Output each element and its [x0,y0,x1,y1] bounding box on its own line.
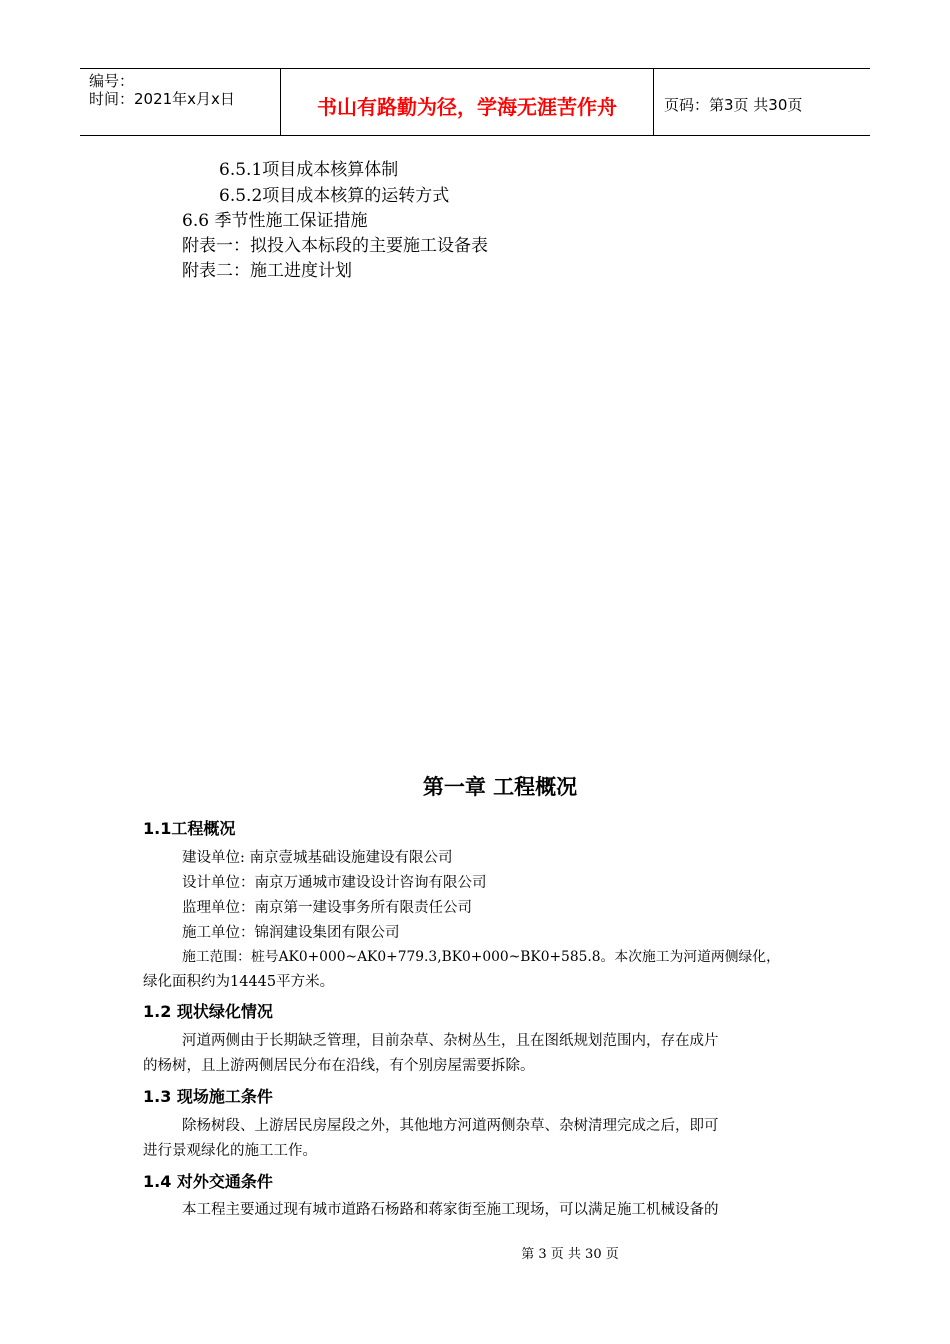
paragraph-line: 监理单位：南京第一建设事务所有限责任公司 [182,900,472,916]
section-heading: 1.2 现状绿化情况 [143,1002,273,1021]
paragraph-line: 设计单位：南京万通城市建设设计咨询有限公司 [182,875,487,891]
paragraph-line: 施工单位：锦润建设集团有限公司 [182,925,400,941]
document-number-label: 编号： [89,72,135,90]
paragraph-line: 的杨树，且上游两侧居民分布在沿线，有个别房屋需要拆除。 [143,1058,535,1074]
toc-item: 6.5.1项目成本核算体制 [219,160,399,180]
section-heading: 1.4 对外交通条件 [143,1172,273,1191]
header-page-info: 页码：第3页 共30页 [664,95,803,114]
header-left-cell [80,69,281,135]
section-heading: 1.1工程概况 [143,819,236,838]
toc-item: 6.6 季节性施工保证措施 [182,211,368,231]
toc-item: 附表一：拟投入本标段的主要施工设备表 [182,236,488,256]
section-heading: 1.3 现场施工条件 [143,1087,273,1106]
document-date: 时间：2021年x月x日 [89,90,235,108]
paragraph-line: 建设单位: 南京壹城基础设施建设有限公司 [182,850,453,866]
paragraph-line: 施工范围：桩号AK0+000~AK0+779.3,BK0+000~BK0+585.8。本次施工为河道两侧绿化， [182,949,780,965]
paragraph-line: 河道两侧由于长期缺乏管理，目前杂草、杂树丛生，且在图纸规划范围内，存在成片 [182,1033,719,1049]
paragraph-line: 除杨树段、上游居民房屋段之外，其他地方河道两侧杂草、杂树清理完成之后，即可 [182,1118,719,1134]
page-header [80,68,870,136]
paragraph-line: 绿化面积约为14445平方米。 [143,974,335,990]
page-footer: 第 3 页 共 30 页 [521,1247,619,1262]
toc-item: 附表二：施工进度计划 [182,261,352,281]
paragraph-line: 本工程主要通过现有城市道路石杨路和蒋家街至施工现场，可以满足施工机械设备的 [182,1202,719,1218]
chapter-title: 第一章 工程概况 [422,775,578,799]
header-motto: 书山有路勤为径，学海无涯苦作舟 [281,69,654,135]
toc-item: 6.5.2项目成本核算的运转方式 [219,186,450,206]
paragraph-line: 进行景观绿化的施工工作。 [143,1143,317,1159]
